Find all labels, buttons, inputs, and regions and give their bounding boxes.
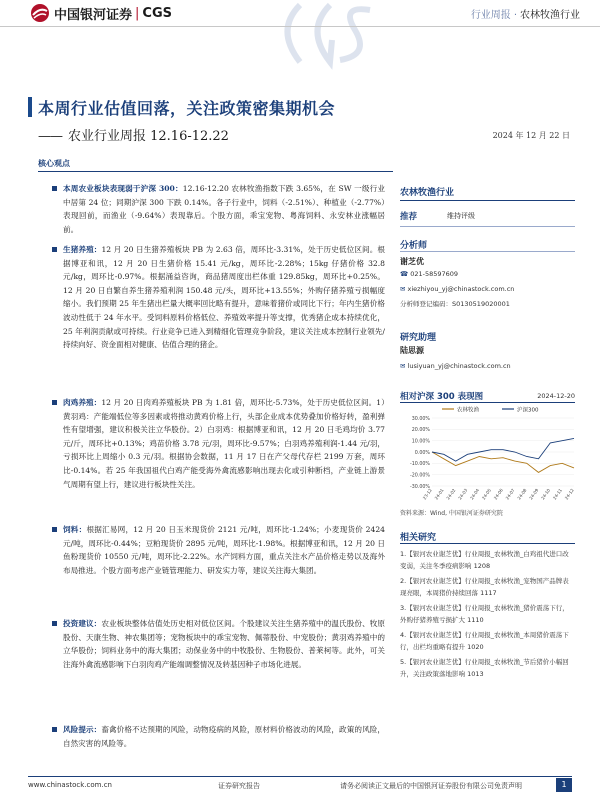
x-tick-label: 24-04 [469,487,481,501]
email-icon: ✉ [400,362,406,370]
phone-icon: ☎ [400,270,409,278]
x-tick-label: 24-09 [528,487,540,501]
footer-disclaimer: 请务必阅读正文最后的中国银河证券股份有限公司免责声明 [340,782,522,790]
x-tick-label: 23-12 [421,487,433,501]
bullet-risk-warning [63,723,385,750]
subtitle-text: 农业行业周报 12.16-12.22 [68,129,229,144]
report-sector: 农林牧渔行业 [520,10,580,21]
x-tick-label: 24-12 [563,487,575,501]
x-tick-label: 24-03 [457,487,469,501]
bullet-lead: 饲料： [63,525,87,534]
core-view-label: 核心观点 [38,158,70,168]
bullet-investment-advice [63,617,385,671]
y-tick-label: 0.00% [414,450,430,456]
assistant-name: 陆思源 [400,346,424,355]
bullet-hog-farming [63,243,385,352]
analyst-phone-row [400,268,575,281]
bullet-market-performance [63,182,385,236]
title-accent-bar [28,97,32,117]
sidebar-sector: 农林牧渔行业 [400,188,455,198]
report-separator: · [513,10,517,21]
related-item[interactable]: 5.【银河农业谢芝优】行业周报_农林牧渔_节后猪价小幅回升，关注政策落地影响 1013 [400,658,569,678]
analyst-email: xiezhiyou_yj@chinastock.com.cn [407,285,515,293]
core-view-divider [38,171,393,172]
rating-value: 维持评级 [447,212,475,220]
analyst-cert: 分析师登记编码：S0130519020001 [400,300,510,308]
bullet-lead: 风险提示： [63,725,102,734]
email-icon: ✉ [400,285,406,293]
related-item[interactable]: 4.【银河农业谢芝优】行业周报_农林牧渔_本周猪价震荡下行，出栏均重略有提升 1020 [400,631,569,651]
analyst-divider [400,251,575,252]
legend-label: 农林牧渔 [457,407,480,414]
assistant-email-row [400,360,575,373]
analyst-phone: 021-58597609 [410,270,459,278]
y-tick-label: -30.00% [409,484,430,490]
related-item[interactable]: 3.【银河农业谢芝优】行业周报_农林牧渔_猪价震荡下行，外购仔猪养殖亏损扩大 1110 [400,604,569,624]
x-tick-label: 24-08 [516,487,528,501]
bullet-lead: 本周农业板块表现弱于沪深 300： [63,184,183,193]
galaxy-logo-icon [30,3,50,23]
footer-url[interactable]: www.chinastock.com.cn [28,781,112,789]
bullet-lead: 投资建议： [63,619,102,628]
footer-divider [28,776,572,777]
legend-label: 沪深300 [517,407,539,414]
bullet-lead: 肉鸡养殖： [63,398,102,407]
related-item[interactable]: 1.【银河农业谢芝优】行业周报_农林牧渔_白鸡祖代进口改变弱，关注冬季疫病影响 1208 [400,550,569,570]
related-item[interactable]: 2.【银河农业谢芝优】行业周报_农林牧渔_宠物国产品牌表现亮眼，本周猪价持续回落 1117 [400,577,569,597]
x-tick-label: 24-05 [480,487,492,501]
x-tick-label: 24-10 [540,487,552,501]
y-tick-label: 10.00% [411,439,430,445]
report-subtitle [38,125,229,144]
report-title: 本周行业估值回落，关注政策密集期机会 [38,99,336,118]
bullet-text: 根据汇易网，12 月 20 日玉米现货价 2121 元/吨，周环比-1.24%；小麦现货价 2424 元/吨，周环比-0.44%；豆粕现货价 2895 元/吨，周环比-1.98%。根据博亚和讯，12 月 20 日鱼粉现货价 10550 元/吨，周环比-2.22%。水产饲料方面，重点关注水产品价格走势以及海外布局推进。个股方面考虑产业链管理能力、研发实力等，建议关注海大集团。 [63,525,385,575]
relative-performance-chart [398,404,578,504]
x-tick-label: 24-02 [445,487,457,501]
bullet-broiler-farming [63,396,385,491]
x-tick-label: 24-06 [492,487,504,501]
y-tick-label: -20.00% [409,473,430,479]
bullet-text: 12 月 20 日肉鸡养殖板块 PB 为 1.81 倍，周环比-5.73%，处于历史低位区间。1）黄羽鸡：产能端低位等多因素或将推动黄鸡价格上行，头部企业成本优势叠加价格好转，盈利弹性有望增强，建议积极关注立华股份。2）白羽鸡：根据博亚和讯，12 月 20 日毛鸡均价 3.77 元/斤，周环比+0.13%；鸡苗价格 3.78 元/羽，周环比-9.57%；白羽鸡养殖利润-1.44 元/羽，亏损环比上周缩小 0.3 元/羽。根据协会数据，11 月 17 日在产父母代存栏 2199 万套，周环比-0.14%。若 25 年我国祖代白鸡产能受海外禽流感影响出现去化或引种断档，产业链上游景气周期有望上行，建议进行板块性关注。 [63,398,386,489]
analyst-heading: 分析师 [400,241,428,251]
analyst-email-row [400,283,575,296]
rating-label: 推荐 [400,212,418,222]
x-tick-label: 24-11 [551,487,563,501]
chart-date: 2024-12-20 [537,392,575,400]
report-category [471,6,580,21]
bullet-text: 畜禽价格不达预期的风险，动物疫病的风险，原材料价格波动的风险，政策的风险，自然灾害的风险等。 [63,725,385,748]
company-logo [30,2,172,24]
chart-source: 资料来源：Wind, 中国银河证券研究院 [400,510,503,517]
assistant-heading: 研究助理 [400,333,437,343]
rating-divider [400,226,575,227]
y-tick-label: 20.00% [411,428,430,434]
subtitle-dash: —— [38,129,62,144]
y-tick-label: 30.00% [411,416,430,422]
series-line [432,452,574,472]
x-tick-label: 24-01 [433,487,445,501]
chart-divider [400,402,575,403]
related-heading: 相关研究 [400,533,437,543]
x-tick-label: 24-07 [504,487,516,501]
analyst-name: 谢芝优 [400,257,424,266]
cgs-watermark-logo [270,0,380,70]
assistant-email: lusiyuan_yj@chinastock.com.cn [407,362,511,370]
brand-separator: | [135,5,140,21]
bullet-text: 12 月 20 日生猪养殖板块 PB 为 2.63 倍，周环比-3.31%，处于历史低位区间。根据博亚和讯，12 月 20 日生猪价格 15.41 元/kg，周环比-2.28%；15kg 仔猪价格 32.8 元/kg，周环比-0.97%。根据涌益咨询，商品猪周度出栏体重 129.85kg，周环比+0.25%。12 月 20 日自繁自养生猪养殖利润 150.48 元/头，周环比+13.55%；外购仔猪养殖亏损幅度缩小。我们预期 25 年生猪出栏量大概率回比略有提升，意味着猪价或同比下行；年内生猪价格波动性低于 24 年水平。受饲料原料价格低位、养殖效率提升等支撑，优秀猪企成本持续优化，25 年利润贡献或可持续。行业竞争已进入到精细化管理竞争阶段，建议关注成本控制行业领先/持续向好、资金面相对健康、估值合理的猪企。 [63,245,385,350]
bullet-feed [63,523,385,577]
chart-title: 相对沪深 300 表现图 [400,392,484,402]
brand-name: 中国银河证券 [54,7,133,23]
header-divider [0,26,600,27]
report-date: 2024 年 12 月 22 日 [492,131,570,140]
report-type: 行业周报 [470,10,511,21]
bullet-text: 农业板块整体估值处历史相对低位区间。个股建议关注生猪养殖中的温氏股份、牧原股份、天康生物、神农集团等；宠物板块中的乖宝宠物、佩蒂股份、中宠股份；黄羽鸡养殖中的立华股份；饲料业务中的海大集团；动保业务中的中牧股份、生物股份、普莱柯等。此外，可关注海外禽流感影响下白羽肉鸡产能端调整情况及转基因种子市场化进展。 [63,619,385,669]
bullet-lead: 生猪养殖： [63,245,102,254]
brand-short: CGS [142,5,172,21]
footer-doc-type: 证券研究报告 [218,782,260,790]
sidebar-sector-divider [400,200,575,201]
related-divider [400,543,575,544]
y-tick-label: -10.00% [409,462,430,468]
page-number: 1 [556,778,572,792]
bullet-text: 12.16-12.20 农林牧渔指数下跌 3.65%，在 SW 一级行业中居第 24 位；同期沪深 300 下跌 0.14%。各子行业中，饲料（-2.51%）、种植业（-2.77%）表现回前，而渔业（-9.64%）表现靠后。个股方面，乖宝宠物、粤海饲料、永安林业涨幅居前。 [63,184,385,234]
